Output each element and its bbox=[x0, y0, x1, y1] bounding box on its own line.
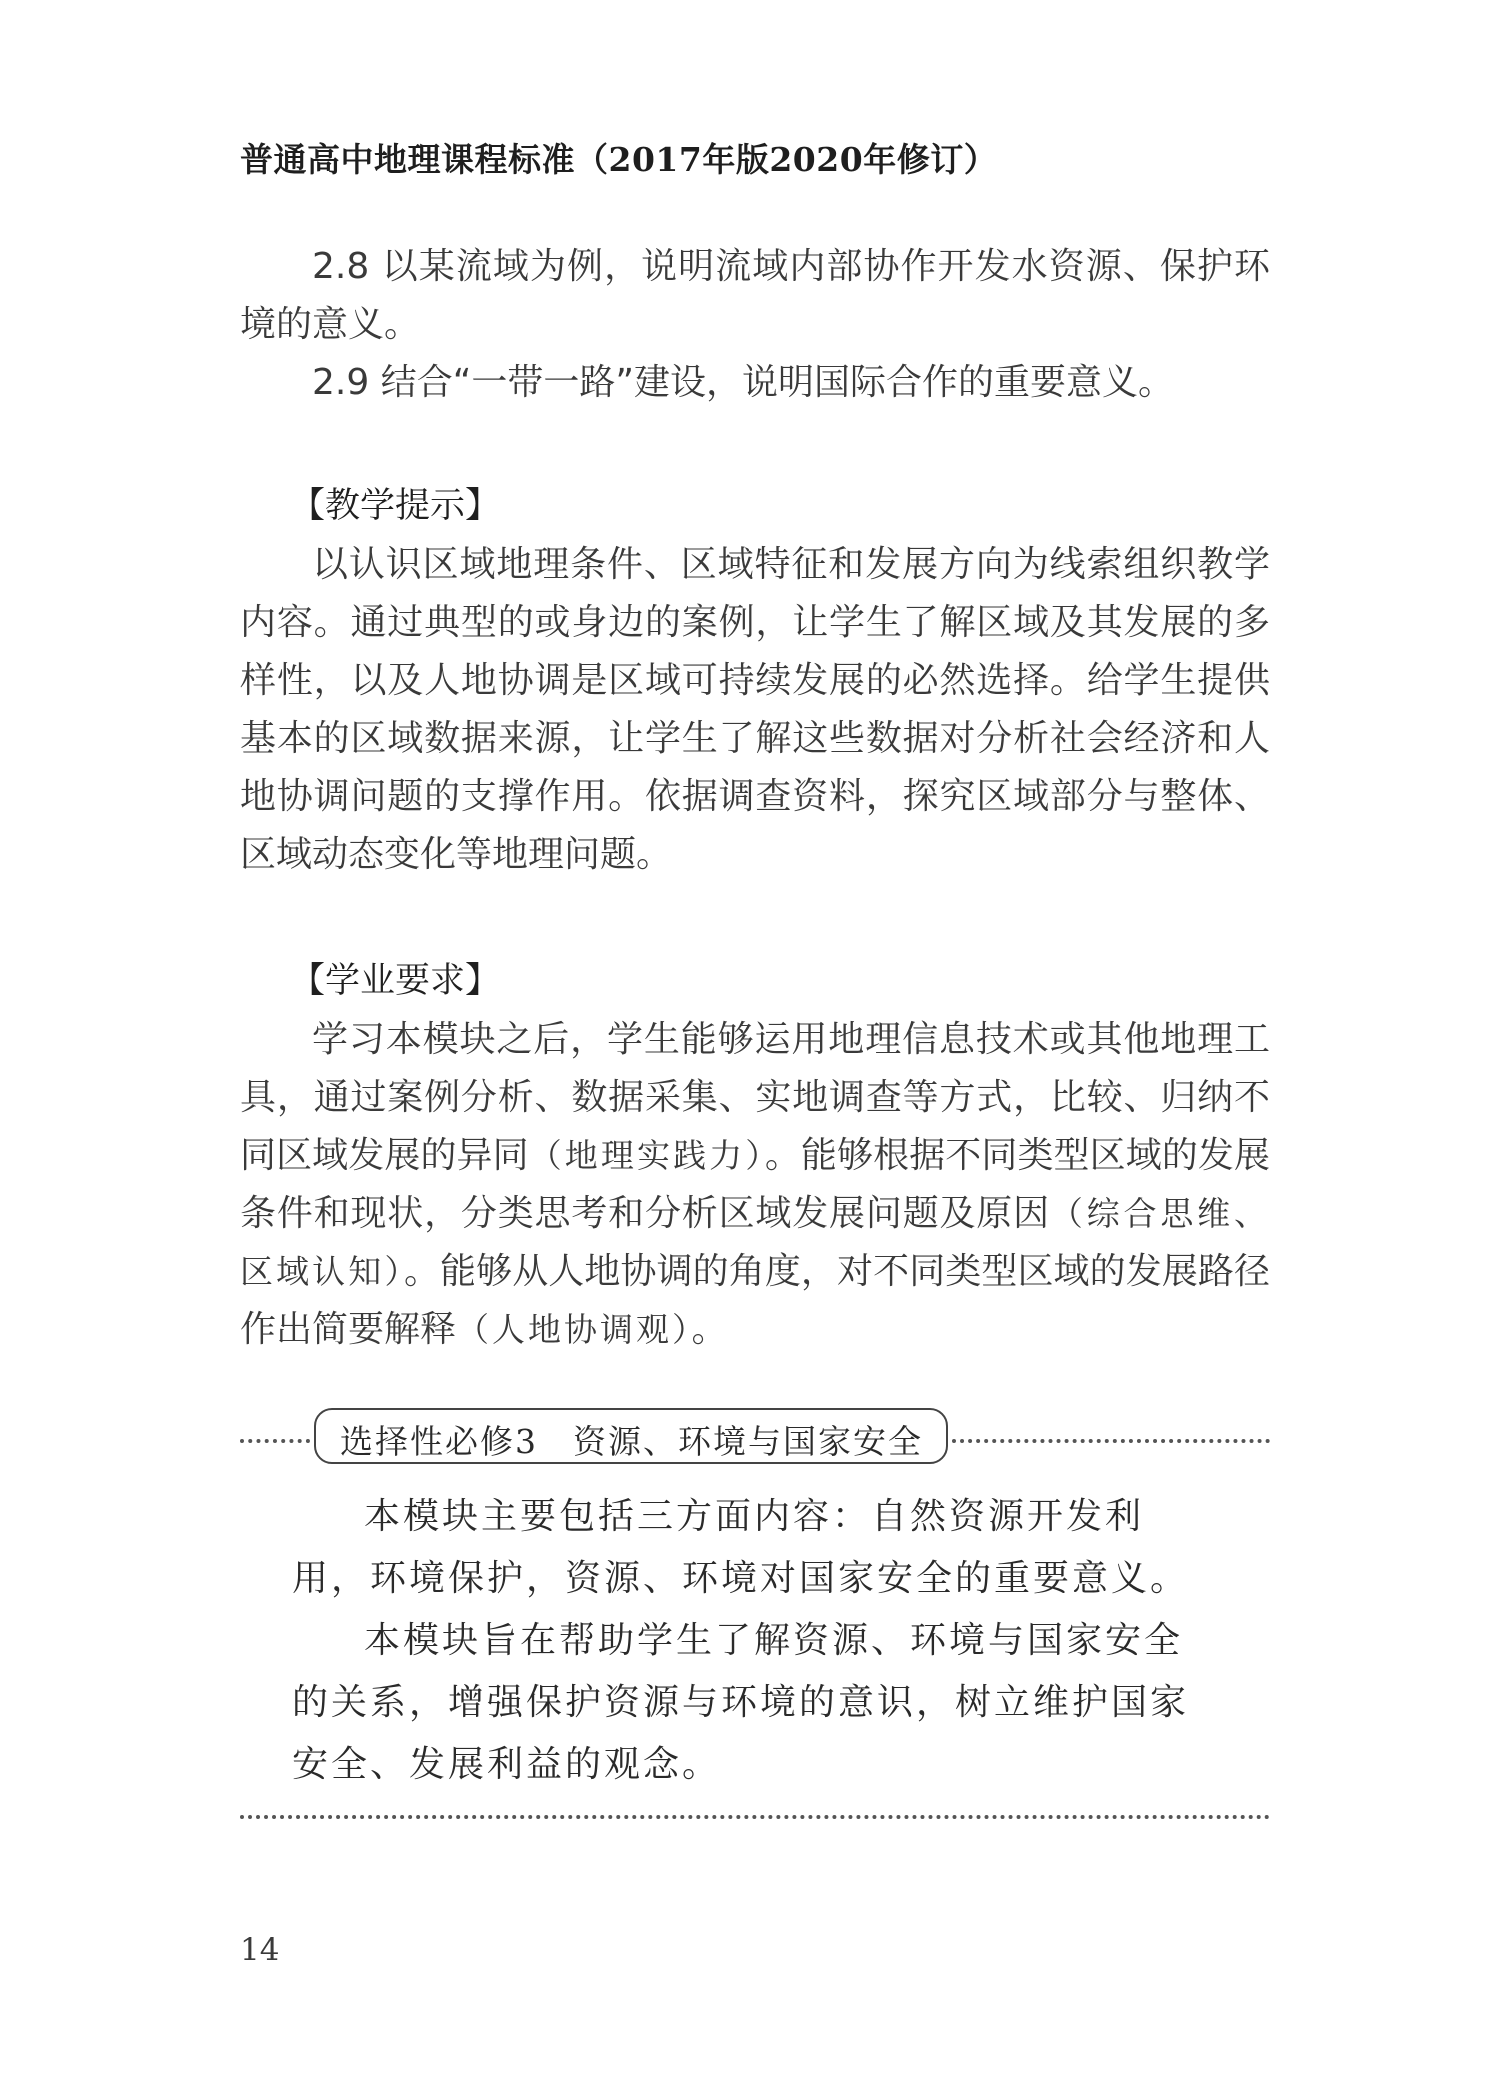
competency-label: （综合思维、区域认知） bbox=[240, 1194, 1270, 1291]
module-paragraph: 本模块旨在帮助学生了解资源、环境与国家安全的关系，增强保护资源与环境的意识，树立维护国家安全、发展利益的观念。 bbox=[292, 1620, 1190, 1785]
dotted-rule-bottom bbox=[240, 1815, 1270, 1819]
page-number: 14 bbox=[240, 1932, 280, 1968]
module-paragraph: 本模块主要包括三方面内容：自然资源开发利用，环境保护，资源、环境对国家安全的重要意义。 bbox=[292, 1496, 1190, 1599]
competency-label: （人地协调观） bbox=[456, 1310, 692, 1349]
teaching-tips-body bbox=[240, 536, 1270, 884]
requirement-text: 。能够从人地协调的角度，对不同类型区域的发展路径作出简要解释 bbox=[240, 1251, 1270, 1350]
running-header: 普通高中地理课程标准（2017年版2020年修订） bbox=[240, 140, 998, 179]
requirement-text: 。能够根据不同类型区域的发展条件和现状，分类思考和分析区域发展问题及原因 bbox=[240, 1135, 1270, 1234]
standards-list bbox=[240, 238, 1270, 412]
dotted-rule-right bbox=[952, 1439, 1270, 1443]
requirement-text: 。 bbox=[691, 1309, 728, 1350]
module-intro bbox=[292, 1486, 1217, 1796]
dotted-rule-left bbox=[240, 1439, 310, 1443]
teaching-tips-paragraph: 以认识区域地理条件、区域特征和发展方向为线索组织教学内容。通过典型的或身边的案例，让学生了解区域及其发展的多样性，以及人地协调是区域可持续发展的必然选择。给学生提供基本的区域数据来源，让学生了解这些数据对分析社会经济和人地协调问题的支撑作用。依据调查资料，探究区域部分与整体、区域动态变化等地理问题。 bbox=[240, 544, 1270, 875]
academic-requirements-paragraph bbox=[240, 1011, 1270, 1359]
module-title: 选择性必修3 资源、环境与国家安全 bbox=[340, 1422, 923, 1461]
requirement-text: 学习本模块之后，学生能够运用地理信息技术或其他地理工具，通过案例分析、数据采集、实地调查等方式，比较、归纳不同区域发展的异同 bbox=[240, 1019, 1270, 1176]
teaching-tips-heading: 【教学提示】 bbox=[290, 486, 501, 526]
module-title-row bbox=[240, 1408, 1270, 1468]
module-title-box bbox=[314, 1408, 948, 1464]
standard-item-2-8: 2.8 以某流域为例，说明流域内部协作开发水资源、保护环境的意义。 bbox=[240, 246, 1270, 345]
academic-requirements-body bbox=[240, 1011, 1270, 1359]
academic-requirements-heading: 【学业要求】 bbox=[290, 961, 501, 1001]
standard-item-2-9: 2.9 结合“一带一路”建设，说明国际合作的重要意义。 bbox=[312, 362, 1174, 403]
competency-label: （地理实践力） bbox=[528, 1136, 765, 1175]
